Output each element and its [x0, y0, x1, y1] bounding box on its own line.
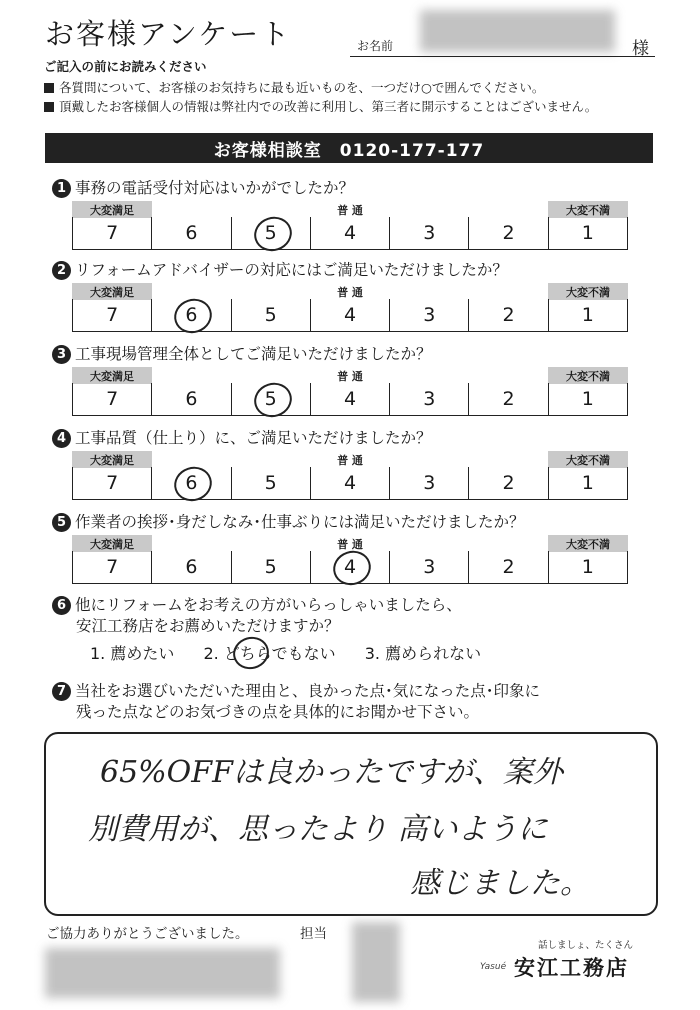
scale-label-very-dissatisfied: 大変不満 [548, 367, 628, 384]
handwritten-circle-mark [249, 212, 296, 256]
rating-option[interactable]: 1 [548, 217, 628, 249]
customer-service-banner: お客様相談室 0120-177-177 [45, 133, 653, 163]
instruction-line: 各質問について、お客様のお気持ちに最も近いものを、一つだけ○で囲んでください。 [44, 78, 544, 96]
rating-scale [72, 367, 628, 419]
rating-scale [72, 535, 628, 587]
rating-scale [72, 201, 628, 253]
question-6-line2: 安江工務店をお薦めいただけますか？ [76, 617, 340, 635]
bullet-square-icon [44, 102, 54, 112]
rating-option[interactable]: 6 [151, 217, 230, 249]
rating-option[interactable]: 5 [231, 299, 310, 331]
rating-option[interactable]: 4 [310, 299, 389, 331]
question-7-line2: 残った点などのお気づきの点を具体的にお聞かせ下さい。 [76, 703, 480, 721]
scale-label-very-dissatisfied: 大変不満 [548, 201, 628, 218]
scale-label-very-dissatisfied: 大変不満 [548, 283, 628, 300]
instruction-line: 頂戴したお客様個人の情報は弊社内での改善に利用し、第三者に開示することはございません。 [44, 97, 597, 115]
rating-option[interactable]: 1 [548, 299, 628, 331]
rating-option[interactable]: 7 [72, 299, 151, 331]
question-6-options [90, 641, 505, 664]
rating-option[interactable]: 4 [310, 467, 389, 499]
bullet-square-icon [44, 83, 54, 93]
rating-option[interactable]: 3 [389, 467, 468, 499]
scale-label-very-satisfied: 大変満足 [72, 535, 152, 552]
handwritten-comment-line: 感じました。 [410, 866, 590, 901]
scale-label-very-dissatisfied: 大変不満 [548, 535, 628, 552]
company-logo: 安江工務店 [514, 956, 629, 980]
rating-option[interactable]: 2 [468, 383, 547, 415]
handwritten-comment-line: 65%OFFは良かったですが、案外 [100, 755, 563, 790]
rating-cells [72, 551, 628, 584]
rating-option[interactable]: 2 [468, 467, 547, 499]
rating-option[interactable]: 2 [468, 551, 547, 583]
name-label: お名前 [357, 39, 394, 53]
rating-cells [72, 467, 628, 500]
rating-option[interactable]: 7 [72, 467, 151, 499]
rating-option[interactable]: 4 [310, 217, 389, 249]
scale-label-very-satisfied: 大変満足 [72, 367, 152, 384]
rating-option[interactable]: 6 [151, 299, 230, 331]
redacted-stamp [45, 948, 280, 998]
rating-option[interactable]: 5 [231, 551, 310, 583]
rating-option[interactable]: 4 [310, 551, 389, 583]
rating-option[interactable]: 1 [548, 467, 628, 499]
question-2: 2 リフォームアドバイザーの対応にはご満足いただけましたか？ [52, 258, 508, 280]
scale-label-neutral: 普 通 [337, 537, 363, 551]
rating-option[interactable]: 7 [72, 551, 151, 583]
handwritten-circle-mark [329, 546, 376, 590]
rating-option[interactable]: 5 [231, 217, 310, 249]
question-number-badge: 5 [52, 513, 71, 532]
rating-option[interactable]: 6 [151, 551, 230, 583]
rating-option[interactable]: 3 [389, 299, 468, 331]
question-5: 5 作業者の挨拶･身だしなみ･仕事ぶりには満足いただけましたか？ [52, 510, 525, 532]
rating-option[interactable]: 3 [389, 383, 468, 415]
rating-scale [72, 283, 628, 335]
scale-label-neutral: 普 通 [337, 453, 363, 467]
scale-label-very-satisfied: 大変満足 [72, 451, 152, 468]
option-recommend[interactable]: 1. 薦めたい [90, 644, 175, 663]
scale-label-very-dissatisfied: 大変不満 [548, 451, 628, 468]
rating-option[interactable]: 5 [231, 467, 310, 499]
handwritten-circle-mark [170, 294, 217, 338]
scale-label-very-satisfied: 大変満足 [72, 283, 152, 300]
handwritten-circle-mark [249, 378, 296, 422]
thanks-text: ご協力ありがとうございました。 [46, 926, 249, 942]
rating-cells [72, 299, 628, 332]
rating-cells [72, 217, 628, 250]
question-7: 7 当社をお選びいただいた理由と、良かった点･気になった点･印象に [52, 679, 540, 701]
question-number-badge: 2 [52, 261, 71, 280]
survey-title: お客様アンケート [45, 17, 292, 51]
scale-label-neutral: 普 通 [337, 369, 363, 383]
rating-option[interactable]: 1 [548, 551, 628, 583]
name-field-line [350, 56, 655, 57]
scale-label-very-satisfied: 大変満足 [72, 201, 152, 218]
rating-option[interactable]: 7 [72, 383, 151, 415]
question-number-badge: 4 [52, 429, 71, 448]
rating-option[interactable]: 1 [548, 383, 628, 415]
question-number-badge: 1 [52, 179, 71, 198]
rating-option[interactable]: 2 [468, 299, 547, 331]
staff-label: 担当 [300, 926, 327, 942]
question-3: 3 工事現場管理全体としてご満足いただけましたか？ [52, 342, 432, 364]
rating-option[interactable]: 6 [151, 383, 230, 415]
question-6: 6 他にリフォームをお考えの方がいらっしゃいましたら、 [52, 593, 462, 615]
scale-label-neutral: 普 通 [337, 203, 363, 217]
redacted-name [420, 10, 615, 52]
rating-option[interactable]: 6 [151, 467, 230, 499]
rating-option[interactable]: 4 [310, 383, 389, 415]
instructions-heading: ご記入の前にお読みください [44, 59, 207, 74]
logo-mark: Yasué [480, 962, 507, 972]
redacted-staff-name [352, 922, 400, 1002]
option-not-recommend[interactable]: 3. 薦められない [364, 644, 482, 663]
handwritten-comment-line: 別費用が、思ったより 高いように [88, 812, 548, 847]
honorific: 様 [632, 39, 649, 59]
rating-option[interactable]: 2 [468, 217, 547, 249]
rating-option[interactable]: 3 [389, 551, 468, 583]
option-neutral[interactable]: 2. どちらでもない [203, 644, 336, 663]
handwritten-circle-mark [170, 462, 217, 506]
rating-scale [72, 451, 628, 503]
scale-label-neutral: 普 通 [337, 285, 363, 299]
question-number-badge: 7 [52, 682, 71, 701]
question-number-badge: 3 [52, 345, 71, 364]
rating-option[interactable]: 3 [389, 217, 468, 249]
logo-tagline: 話しましょ、たくさん [538, 940, 634, 951]
rating-option[interactable]: 7 [72, 217, 151, 249]
question-4: 4 工事品質（仕上り）に、ご満足いただけましたか？ [52, 426, 432, 448]
question-1: 1 事務の電話受付対応はいかがでしたか？ [52, 176, 354, 198]
handwritten-circle-mark [229, 633, 272, 673]
question-number-badge: 6 [52, 596, 71, 615]
rating-cells [72, 383, 628, 416]
rating-option[interactable]: 5 [231, 383, 310, 415]
